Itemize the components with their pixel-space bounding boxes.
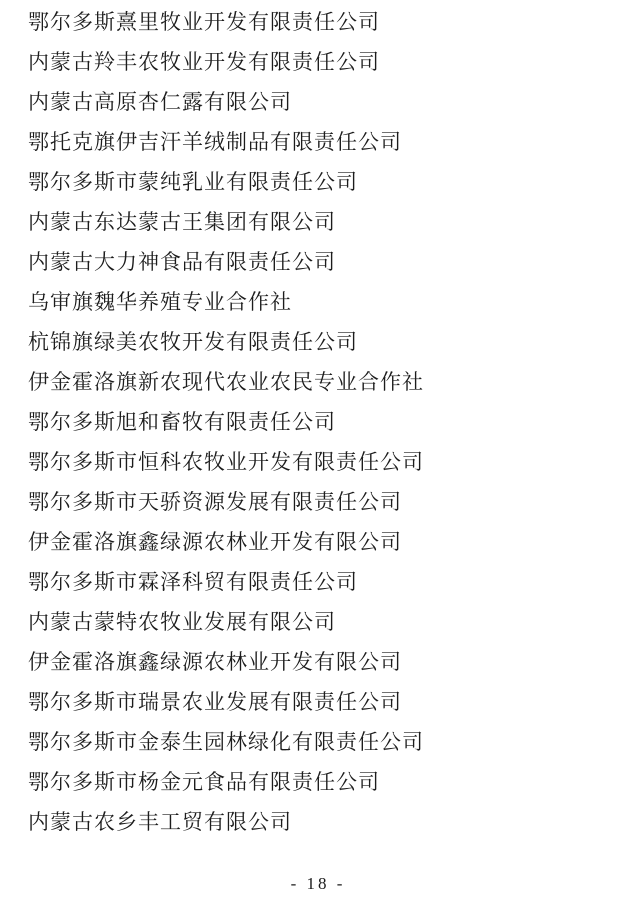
company-name-line: 伊金霍洛旗鑫绿源农林业开发有限公司: [28, 650, 402, 674]
company-name-line: 鄂尔多斯熹里牧业开发有限责任公司: [28, 10, 380, 34]
company-name-list: [28, 2, 620, 842]
page-number: - 18 -: [290, 874, 346, 893]
company-name-line: 鄂尔多斯市恒科农牧业开发有限责任公司: [28, 450, 424, 474]
company-name-line: 鄂托克旗伊吉汗羊绒制品有限责任公司: [28, 130, 402, 154]
page-footer: [0, 874, 636, 894]
company-name-line: 内蒙古大力神食品有限责任公司: [28, 250, 336, 274]
company-name-line: 鄂尔多斯市瑞景农业发展有限责任公司: [28, 690, 402, 714]
company-name-line: 鄂尔多斯市杨金元食品有限责任公司: [28, 770, 380, 794]
company-name-line: 鄂尔多斯市天骄资源发展有限责任公司: [28, 490, 402, 514]
company-name-line: 内蒙古东达蒙古王集团有限公司: [28, 210, 336, 234]
company-name-line: 乌审旗魏华养殖专业合作社: [28, 290, 292, 314]
company-name-line: 鄂尔多斯市霖泽科贸有限责任公司: [28, 570, 358, 594]
company-name-line: 内蒙古农乡丰工贸有限公司: [28, 810, 292, 834]
company-name-line: 鄂尔多斯市蒙纯乳业有限责任公司: [28, 170, 358, 194]
company-name-line: 内蒙古羚丰农牧业开发有限责任公司: [28, 50, 380, 74]
company-name-line: 鄂尔多斯市金泰生园林绿化有限责任公司: [28, 730, 424, 754]
company-name-line: 杭锦旗绿美农牧开发有限责任公司: [28, 330, 358, 354]
company-name-line: 伊金霍洛旗鑫绿源农林业开发有限公司: [28, 530, 402, 554]
company-name-line: 鄂尔多斯旭和畜牧有限责任公司: [28, 410, 336, 434]
company-name-line: 内蒙古蒙特农牧业发展有限公司: [28, 610, 336, 634]
company-name-line: 内蒙古高原杏仁露有限公司: [28, 90, 292, 114]
company-name-line: 伊金霍洛旗新农现代农业农民专业合作社: [28, 370, 424, 394]
